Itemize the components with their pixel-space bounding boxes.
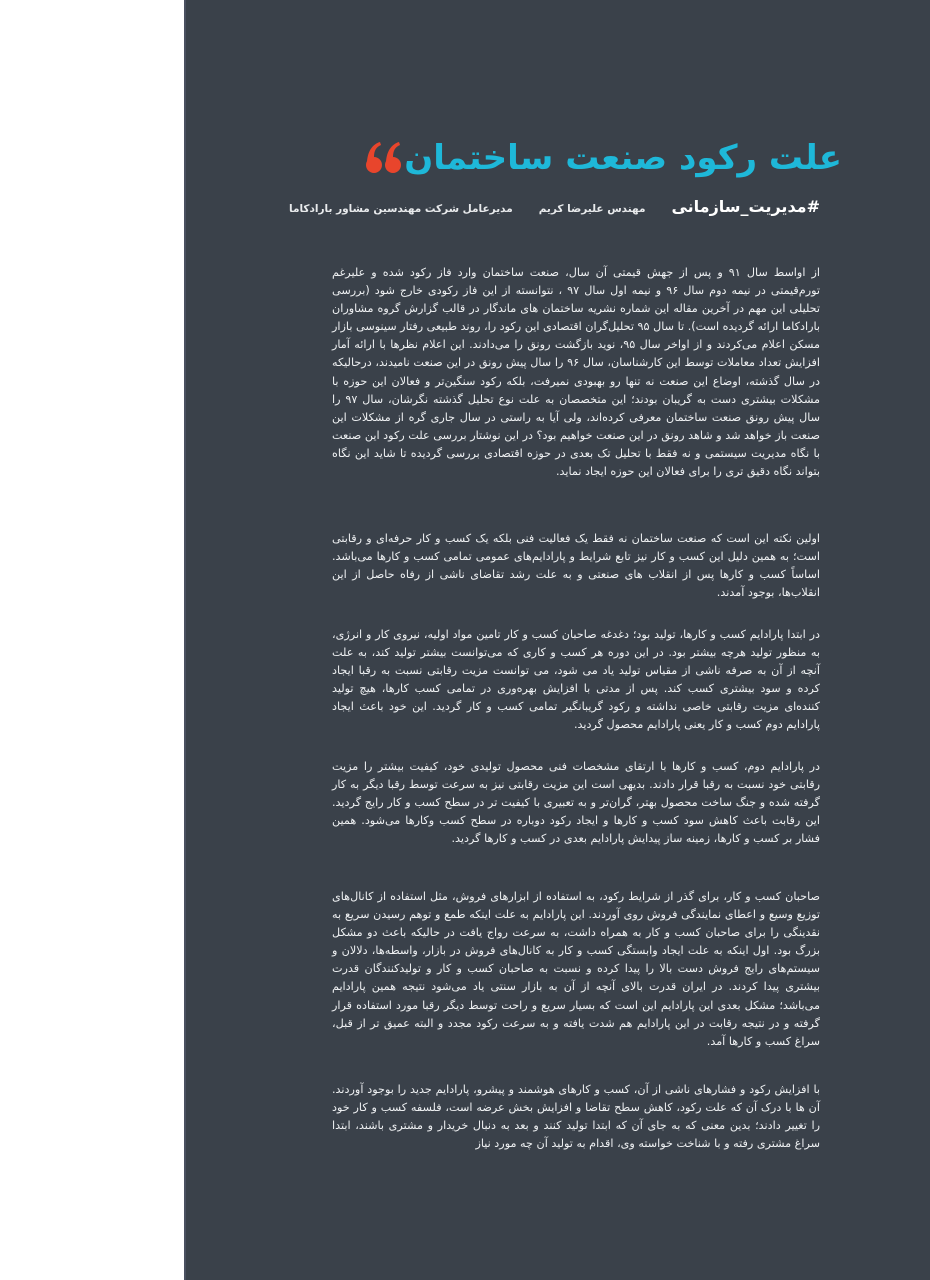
category-hashtag[interactable]: #مدیریت_سازمانی: [671, 197, 820, 216]
page-margin: [0, 0, 184, 1280]
article-paragraph: صاحبان کسب و کار، برای گذر از شرایط رکود، به استفاده از ابزارهای فروش، مثل استفاده از کانال‌های توزیع وسیع و اعطای نمایندگی فروش روی آوردند. این پارادایم به علت اینکه طمع و توهم رسیدن سریع به نقدینگی را برای صاحبان کسب و کار به همراه داشت، به سرعت رواج یافت در حالیکه باعث دو مشکل بزرگ بود. اول اینکه به علت ایجاد وابستگی کسب و کار به کانال‌های فروش در بازار، واسطه‌ها، دلالان و سیستم‌های رایج فروش دست بالا را پیدا کرده و نسبت به صاحبان کسب و کار و تولیدکنندگان قدرت بیشتری پیدا کردند. در ایران قدرت بالای آنچه از آن به بازار سنتی یاد می‌شود نتیجه همین پارادایم می‌باشد؛ مشکل بعدی این پارادایم این است که بسیار سریع و راحت توسط دیگر رقبا مورد استفاده قرار گرفته و در نتیجه رقابت در این پارادایم هم شدت یافته و به سرعت رکود مجدد و البته عمیق تر از قبل، سراغ کسب و کارها آمد.: [332, 890, 820, 1048]
article-paragraph: در پارادایم دوم، کسب و کارها با ارتقای مشخصات فنی محصول تولیدی خود، کیفیت بیشتر را مزیت رقابتی خود نسبت به رقبا قرار دادند. بدیهی است این مزیت رقابتی نیز به سرعت توسط رقبا دیگر به کار گرفته شده و جنگ ساخت محصول بهتر، گران‌تر و به تعبیری با کیفیت تر در سطح کسب و کار رایج گردید. این رقابت باعث کاهش سود کسب و کارها و ایجاد رکود دوباره در سطح کسب وکارها می‌شود. همین فشار بر کسب و کارها، زمینه ساز پیدایش پارادایم بعدی در کسب و کارها گردید.: [332, 760, 820, 846]
article-paragraph: با افزایش رکود و فشارهای ناشی از آن، کسب و کارهای هوشمند و پیشرو، پارادایم جدید را بوجود آوردند. آن ها با درک آن که علت رکود، کاهش سطح تقاضا و افزایش بخش عرضه است، فلسفه کسب و کار خود را تغییر دادند؛ بدین معنی که به جای آن که ابتدا تولید کنند و بعد به دنبال خریدار و مشتری باشند، ابتدا سراغ مشتری رفته و با شناخت خواسته وی، اقدام به تولید آن چه مورد نیاز: [332, 1083, 820, 1151]
article-header: [350, 128, 842, 188]
quote-mark-icon: [364, 138, 404, 178]
article-paragraph: از اواسط سال ۹۱ و پس از جهش قیمتی آن سال، صنعت ساختمان وارد فاز رکود شده و علیرغم تورم‌قیمتی در نیمه دوم سال ۹۶ و نیمه اول سال ۹۷ ، نتوانسته از این فاز رکودی خارج شود (بررسی تحلیلی این مهم در آخرین مقاله این شماره نشریه ساختمان های ماندگار در قالب گزارش گروه مشاوران بارادکاما ارائه گردیده است). تا سال ۹۵ تحلیل‌گران اقتصادی این رکود را، روند طبیعی رفتار سینوسی بازار مسکن اعلام می‌کردند و از اواخر سال ۹۵، نوید بازگشت رونق را می‌دادند. این اعلام نظرها با ارائه آمار افزایش تعداد معاملات توسط این کارشناسان، سال ۹۶ را سال پیش رونق در این صنعت نامیدند، درحالیکه در سال گذشته، اوضاع این صنعت نه تنها رو بهبودی نمیرفت، بلکه رکود سنگین‌تر و فعالان این حوزه با مشکلات بیشتری دست به گریبان بودند؛ این متخصصان به علت نوع تحلیل گذشته نگرشان، سال ۹۷ را سال پیش رونق صنعت ساختمان معرفی کرده‌اند، ولی آیا به راستی در سال جاری گره از مشکلات این صنعت باز خواهد شد و شاهد رونق در این صنعت خواهیم بود؟ در این نوشتار بررسی علت رکود این صنعت با نگاه مدیریت سیستمی و نه فقط با تحلیل تک بعدی در حوزه اقتصادی بررسی گردیده تا شاید این نگاه بتواند نگاه دقیق تری را برای فعالان این حوزه ایجاد نماید.: [332, 266, 821, 479]
author-name: مهندس علیرضا کریم: [538, 203, 646, 215]
article-title: علت رکود صنعت ساختمان: [404, 138, 842, 178]
article-paragraph: اولین نکته این است که صنعت ساختمان نه فقط یک فعالیت فنی بلکه یک کسب و کار حرفه‌ای و رقابتی است؛ به همین دلیل این کسب و کار نیز تابع شرایط و پارادایم‌های عمومی تمامی کسب و کارها می‌باشد. اساساً کسب و کارها پس از انقلاب های صنعتی و به علت رشد تقاضای ناشی از رفاه حاصل از این انقلاب‌ها، بوجود آمدند.: [332, 532, 820, 600]
author-role: مدیرعامل شرکت مهندسین مشاور بارادکاما: [289, 203, 513, 215]
article-panel: [184, 0, 930, 1280]
article-meta: [289, 197, 820, 216]
article-paragraph: در ابتدا پارادایم کسب و کارها، تولید بود؛ دغدغه صاحبان کسب و کار تامین مواد اولیه، نیروی کار و انرژی، به منظور تولید هرچه بیشتر بود. در این دوره هر کسب و کاری که می‌توانست بیشتر تولید کند، به علت آنچه از آن به صرفه ناشی از مقیاس تولید یاد می شود، می توانست مزیت رقابتی نسبت به رقبا ایجاد کرده و سود بیشتری کسب کند. پس از مدتی با افزایش بهره‌وری در تمامی کسب کارها، هیچ تولید کننده‌ای مزیت رقابتی خاصی نداشته و رکود گریبانگیر تمامی کسب و کار گردید. این خود باعث ایجاد پارادایم دوم کسب و کار یعنی پارادایم محصول گردید.: [332, 628, 820, 732]
